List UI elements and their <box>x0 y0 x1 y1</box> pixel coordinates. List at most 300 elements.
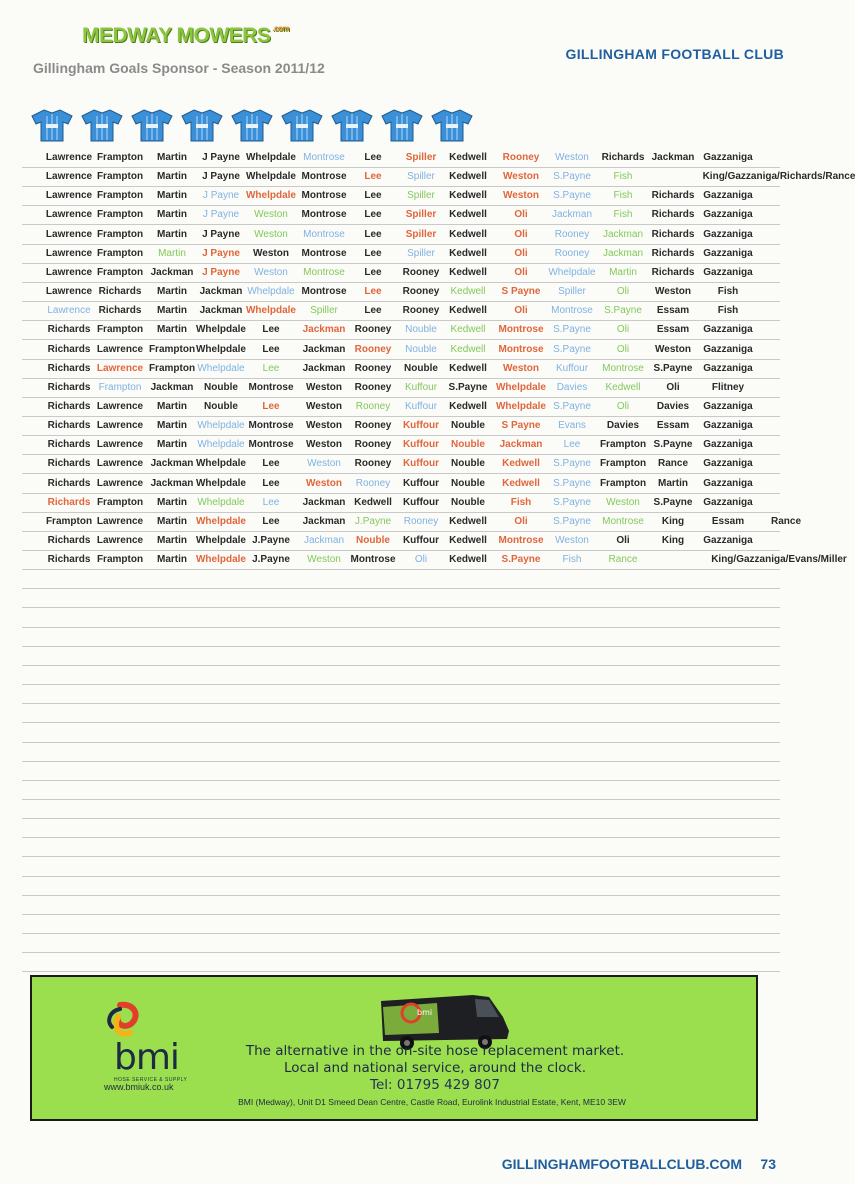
player-name: Oli <box>666 381 680 393</box>
player-name: Whelpdale <box>195 343 247 355</box>
player-name: Oli <box>514 228 528 240</box>
player-name: Montrose <box>301 247 347 259</box>
player-name: Richards <box>651 209 695 221</box>
player-name: Whelpdale <box>195 554 247 566</box>
player-name: Lee <box>364 247 382 259</box>
player-name: Lee <box>364 286 382 298</box>
player-name: Rance <box>657 458 689 470</box>
player-name: Lawrence <box>45 286 93 298</box>
football-shirt-icon <box>280 108 324 142</box>
player-name: Fish <box>717 286 739 298</box>
player-name: J Payne <box>202 228 240 240</box>
player-name: Montrose <box>602 515 644 527</box>
player-name: Gazzaniga <box>703 247 753 259</box>
player-name: Lee <box>364 209 382 221</box>
player-name: Weston <box>253 247 289 259</box>
player-name: Martin <box>157 535 187 546</box>
player-name: Jackman <box>602 247 644 259</box>
player-name: Frampton <box>96 171 144 183</box>
player-name: Weston <box>306 477 342 489</box>
player-name: Kedwell <box>449 228 487 240</box>
player-name: Rooney <box>554 228 590 240</box>
player-name: Kedwell <box>605 381 641 393</box>
player-name: Fish <box>717 305 739 317</box>
ruled-line <box>22 627 780 628</box>
lineup-row <box>22 417 782 436</box>
player-name: Oli <box>514 515 528 527</box>
player-name: Weston <box>503 362 539 374</box>
player-name: Whelpdale <box>197 420 245 432</box>
player-name: Martin <box>157 171 187 183</box>
player-name: Richards <box>651 190 695 202</box>
player-name: S.Payne <box>653 439 693 451</box>
player-name: Lawrence <box>45 266 93 278</box>
club-name: GILLINGHAM FOOTBALL CLUB <box>565 46 784 62</box>
player-name: Lee <box>262 343 280 355</box>
player-name: Gazzaniga <box>703 496 753 508</box>
player-name: Jackman <box>302 343 346 355</box>
player-name: Kedwell <box>449 247 487 259</box>
player-name: Essam <box>711 515 745 527</box>
sponsor-logo-text: MEDWAY MOWERS <box>82 24 271 47</box>
football-shirt-icon <box>330 108 374 142</box>
player-name: Whelpdale <box>245 152 297 163</box>
player-name: Martin <box>157 496 187 508</box>
ruled-line <box>22 837 780 838</box>
player-name: Frampton <box>96 324 144 336</box>
player-name: Whelpdale <box>195 477 247 489</box>
ruled-line <box>22 952 780 953</box>
bmi-advert <box>30 975 758 1121</box>
player-name: Lawrence <box>45 152 93 163</box>
player-name: Lawrence <box>45 247 93 259</box>
player-name: Richards <box>601 152 645 163</box>
player-name: King/Gazzaniga/Richards/Rance <box>702 171 855 183</box>
player-name: Richards <box>47 343 91 355</box>
player-name: Montrose <box>301 171 347 183</box>
player-name: J Payne <box>202 209 240 221</box>
ruled-line <box>22 780 780 781</box>
player-name: Montrose <box>248 420 294 432</box>
player-name: Richards <box>651 247 695 259</box>
player-name: Martin <box>157 305 187 317</box>
player-name: Kuffour <box>402 439 440 451</box>
football-shirt-icon <box>80 108 124 142</box>
player-name: Lawrence <box>96 439 144 451</box>
player-name: Martin <box>158 247 186 259</box>
player-name: Frampton <box>599 477 647 489</box>
player-name: Whelpdale <box>245 190 297 202</box>
player-name: Essam <box>656 420 690 432</box>
player-name: Spiller <box>310 305 338 317</box>
player-name: Montrose <box>301 209 347 221</box>
lineup-row <box>22 149 782 168</box>
player-name: Gazzaniga <box>703 362 753 374</box>
player-name: S.Payne <box>553 171 591 183</box>
player-name: Whelpdale <box>245 305 297 317</box>
player-name: Nouble <box>451 458 485 470</box>
lineup-row <box>22 455 782 474</box>
player-name: Richards <box>47 324 91 336</box>
player-name: Richards <box>47 439 91 451</box>
lineup-row <box>22 475 782 494</box>
player-name: Rooney <box>354 439 392 451</box>
football-shirt-icon <box>380 108 424 142</box>
player-name: Montrose <box>248 439 294 451</box>
player-name: Gazzaniga <box>703 266 753 278</box>
lineup-row <box>22 264 782 283</box>
lineup-row <box>22 398 782 417</box>
player-name: Rooney <box>354 458 392 470</box>
player-name: Montrose <box>602 362 644 374</box>
player-name: Oli <box>514 266 528 278</box>
lineup-row <box>22 187 782 206</box>
player-name: Lee <box>364 266 382 278</box>
ruled-line <box>22 646 780 647</box>
ruled-line <box>22 703 780 704</box>
player-name: Whelpdale <box>197 496 245 508</box>
sponsor-logo-suffix: .com <box>272 24 290 33</box>
player-name: Martin <box>157 515 187 527</box>
player-name: Richards <box>47 420 91 432</box>
player-name: Martin <box>609 266 637 278</box>
player-name: Nouble <box>451 439 485 451</box>
player-name: Oli <box>616 343 630 355</box>
player-name: Richards <box>47 400 91 412</box>
player-name: Lee <box>262 515 280 527</box>
player-name: Weston <box>503 171 539 183</box>
player-name: Kuffour <box>404 400 438 412</box>
lineup-row <box>22 341 782 360</box>
player-name: Lawrence <box>45 209 93 221</box>
player-name: Flitney <box>711 381 745 393</box>
player-name: Gazzaniga <box>703 477 753 489</box>
player-name: Martin <box>157 420 187 432</box>
player-name: S.Payne <box>653 362 693 374</box>
player-name: Martin <box>658 477 688 489</box>
ruled-line <box>22 799 780 800</box>
player-name: Whelpdale <box>195 324 247 336</box>
lineup-row <box>22 302 782 321</box>
player-name: Kedwell <box>502 477 540 489</box>
player-name: Rance <box>770 515 802 527</box>
player-name: Gazzaniga <box>703 439 753 451</box>
ruled-line <box>22 914 780 915</box>
player-name: Lee <box>364 228 382 240</box>
player-name: Frampton <box>96 247 144 259</box>
player-name: S.Payne <box>553 496 591 508</box>
player-name: King <box>661 515 685 527</box>
player-name: Lee <box>262 324 280 336</box>
ad-line-1: The alternative in the on-site hose replacement market. <box>245 1043 625 1059</box>
player-name: Lee <box>364 305 382 317</box>
ruled-line <box>22 818 780 819</box>
player-name: Martin <box>157 190 187 202</box>
player-name: Gazzaniga <box>703 209 753 221</box>
player-name: Frampton <box>96 152 144 163</box>
player-name: Rooney <box>354 362 392 374</box>
player-name: Oli <box>616 535 630 546</box>
player-name: Lee <box>262 400 280 412</box>
player-name: Kuffour <box>402 477 440 489</box>
player-name: Frampton <box>45 515 93 527</box>
player-name: Spiller <box>558 286 586 298</box>
player-name: Jackman <box>302 324 346 336</box>
player-name: Whelpdale <box>197 362 245 374</box>
football-shirt-icon <box>230 108 274 142</box>
player-name: Davies <box>606 420 640 432</box>
player-name: Martin <box>157 152 187 163</box>
ruled-line <box>22 971 780 972</box>
player-name: Fish <box>613 171 633 183</box>
player-name: S.Payne <box>604 305 642 317</box>
player-name: Kedwell <box>449 515 487 527</box>
player-name: Gazzaniga <box>703 420 753 432</box>
player-name: Martin <box>157 228 187 240</box>
player-name: Lawrence <box>45 190 93 202</box>
player-name: Weston <box>503 190 539 202</box>
player-name: Martin <box>157 554 187 566</box>
player-name: Kedwell <box>449 305 487 317</box>
player-name: Lee <box>262 477 280 489</box>
player-name: J Payne <box>202 190 240 202</box>
player-name: Whelpdale <box>495 381 547 393</box>
player-name: Kedwell <box>449 362 487 374</box>
player-name: Frampton <box>96 496 144 508</box>
player-name: Frampton <box>148 343 196 355</box>
player-name: Weston <box>254 209 288 221</box>
ruled-line <box>22 607 780 608</box>
lineup-row <box>22 226 782 245</box>
bmi-url: www.bmiuk.co.uk <box>104 1082 174 1092</box>
player-name: Spiller <box>405 209 437 221</box>
player-name: Nouble <box>204 400 238 412</box>
ruled-line <box>22 684 780 685</box>
player-name: J Payne <box>202 247 240 259</box>
player-name: Jackman <box>150 477 194 489</box>
lineup-row <box>22 513 802 532</box>
player-name: Nouble <box>204 381 238 393</box>
player-name: Essam <box>656 324 690 336</box>
player-name: Kedwell <box>354 496 392 508</box>
player-name: Nouble <box>451 420 485 432</box>
player-name: Frampton <box>96 190 144 202</box>
player-name: Jackman <box>302 496 346 508</box>
player-name: Jackman <box>302 362 346 374</box>
player-name: Frampton <box>96 228 144 240</box>
player-name: Spiller <box>407 190 435 202</box>
player-name: Weston <box>306 439 342 451</box>
player-name: Rooney <box>402 266 440 278</box>
ruled-line <box>22 933 780 934</box>
lineup-row <box>22 494 782 513</box>
player-name: Whelpdale <box>245 171 297 183</box>
ruled-line <box>22 895 780 896</box>
player-name: Lawrence <box>96 343 144 355</box>
player-name: S.Payne <box>553 458 591 470</box>
player-name: Lawrence <box>96 477 144 489</box>
player-name: Whelpdale <box>197 439 245 451</box>
ruled-line <box>22 876 780 877</box>
player-name: Jackman <box>150 381 194 393</box>
football-shirt-icon <box>430 108 474 142</box>
player-name: Whelpdale <box>495 400 547 412</box>
player-name: Oli <box>616 286 630 298</box>
player-name: Montrose <box>303 152 345 163</box>
player-name: Weston <box>555 152 589 163</box>
player-name: Oli <box>616 324 630 336</box>
player-name: Lee <box>262 458 280 470</box>
football-shirt-icon <box>130 108 174 142</box>
football-shirt-icon <box>30 108 74 142</box>
footer-url: GILLINGHAMFOOTBALLCLUB.COM <box>501 1156 742 1172</box>
player-name: Frampton <box>96 266 144 278</box>
van-label: bmi <box>417 1008 433 1017</box>
player-name: S.Payne <box>448 381 488 393</box>
ruled-line <box>22 761 780 762</box>
lineup-row <box>22 245 782 264</box>
player-name: Jackman <box>199 305 243 317</box>
player-name: Richards <box>47 381 91 393</box>
player-name: Montrose <box>301 286 347 298</box>
player-name: Kedwell <box>449 152 487 163</box>
lineup-row <box>22 168 855 187</box>
player-name: S.Payne <box>553 324 591 336</box>
page-number: 73 <box>760 1156 776 1172</box>
player-name: Fish <box>510 496 532 508</box>
player-name: Gazzaniga <box>703 152 753 163</box>
player-name: Richards <box>47 496 91 508</box>
player-name: Gazzaniga <box>703 458 753 470</box>
player-name: Rooney <box>554 247 590 259</box>
player-name: Lee <box>364 152 382 163</box>
player-name: Lee <box>364 190 382 202</box>
player-name: S Payne <box>501 420 541 432</box>
player-name: Frampton <box>599 439 647 451</box>
player-name: Montrose <box>551 305 593 317</box>
player-name: Lee <box>364 171 382 183</box>
player-name: Lawrence <box>96 535 144 546</box>
page-subtitle: Gillingham Goals Sponsor - Season 2011/12 <box>33 60 325 76</box>
player-name: Martin <box>157 209 187 221</box>
player-name: Montrose <box>248 381 294 393</box>
player-name: Kedwell <box>450 324 486 336</box>
player-name: Frampton <box>98 381 142 393</box>
player-name: Lawrence <box>96 362 144 374</box>
player-name: Frampton <box>599 458 647 470</box>
player-name: Whelpdale <box>195 515 247 527</box>
player-name: Rooney <box>502 152 540 163</box>
player-name: Whelpdale <box>195 535 247 546</box>
player-name: Montrose <box>350 554 396 566</box>
player-name: Weston <box>307 554 341 566</box>
player-name: Martin <box>157 400 187 412</box>
player-name: S.Payne <box>553 343 591 355</box>
player-name: Rooney <box>354 343 392 355</box>
player-name: Kedwell <box>449 190 487 202</box>
player-name: Jackman <box>303 535 345 546</box>
player-name: Nouble <box>404 362 438 374</box>
player-name: Gazzaniga <box>703 343 753 355</box>
player-name: Whelpdale <box>247 286 295 298</box>
player-name: Richards <box>47 535 91 546</box>
player-name: Davies <box>556 381 588 393</box>
bmi-van-image <box>377 987 512 1051</box>
player-name: Spiller <box>405 228 437 240</box>
player-name: Kedwell <box>449 554 487 566</box>
lineup-row <box>22 532 782 551</box>
player-name: Gazzaniga <box>703 535 753 546</box>
player-name: Martin <box>157 439 187 451</box>
player-name: Nouble <box>451 496 485 508</box>
ruled-line <box>22 665 780 666</box>
player-name: Richards <box>98 305 142 317</box>
player-name: J Payne <box>202 171 240 183</box>
ruled-line <box>22 588 780 589</box>
ruled-line <box>22 742 780 743</box>
player-name: Richards <box>651 266 695 278</box>
player-name: Montrose <box>303 228 345 240</box>
player-name: S Payne <box>501 286 541 298</box>
lineup-row <box>22 206 782 225</box>
sponsor-logo <box>82 24 289 48</box>
player-name: Richards <box>47 362 91 374</box>
player-name: Lawrence <box>96 420 144 432</box>
player-name: Oli <box>514 247 528 259</box>
player-name: Frampton <box>96 209 144 221</box>
ruled-line <box>22 856 780 857</box>
player-name: Fish <box>613 190 633 202</box>
player-name: S.Payne <box>553 515 591 527</box>
player-name: Rooney <box>403 515 439 527</box>
shirt-icons-row <box>30 108 480 144</box>
player-name: Lawrence <box>96 458 144 470</box>
player-name: Rooney <box>402 286 440 298</box>
player-name: Rooney <box>355 400 391 412</box>
player-name: Kedwell <box>449 400 487 412</box>
player-name: Lee <box>262 496 280 508</box>
player-name: Jackman <box>651 152 695 163</box>
player-name: Richards <box>47 477 91 489</box>
player-name: Kedwell <box>449 535 487 546</box>
player-name: Fish <box>562 554 582 566</box>
player-name: Richards <box>47 554 91 566</box>
player-name: Jackman <box>150 266 194 278</box>
player-name: Weston <box>606 496 640 508</box>
player-name: S.Payne <box>553 477 591 489</box>
lineup-row <box>22 360 782 379</box>
player-name: Kuffour <box>402 535 440 546</box>
football-shirt-icon <box>180 108 224 142</box>
player-name: Jackman <box>302 515 346 527</box>
player-name: Gazzaniga <box>703 400 753 412</box>
player-name: Whelpdale <box>548 266 596 278</box>
player-name: Nouble <box>356 535 390 546</box>
player-name: Gazzaniga <box>703 324 753 336</box>
bmi-brand: bmi <box>114 1037 179 1078</box>
player-name: Davies <box>656 400 690 412</box>
player-name: Jackman <box>602 228 644 240</box>
player-name: S.Payne <box>653 496 693 508</box>
player-name: Richards <box>47 458 91 470</box>
player-name: Rooney <box>354 420 392 432</box>
player-name: Montrose <box>498 324 544 336</box>
player-name: Montrose <box>301 190 347 202</box>
lineup-row <box>22 551 847 570</box>
player-name: Jackman <box>199 286 243 298</box>
player-name: Nouble <box>405 343 437 355</box>
ad-line-2: Local and national service, around the clock. <box>283 1060 587 1076</box>
